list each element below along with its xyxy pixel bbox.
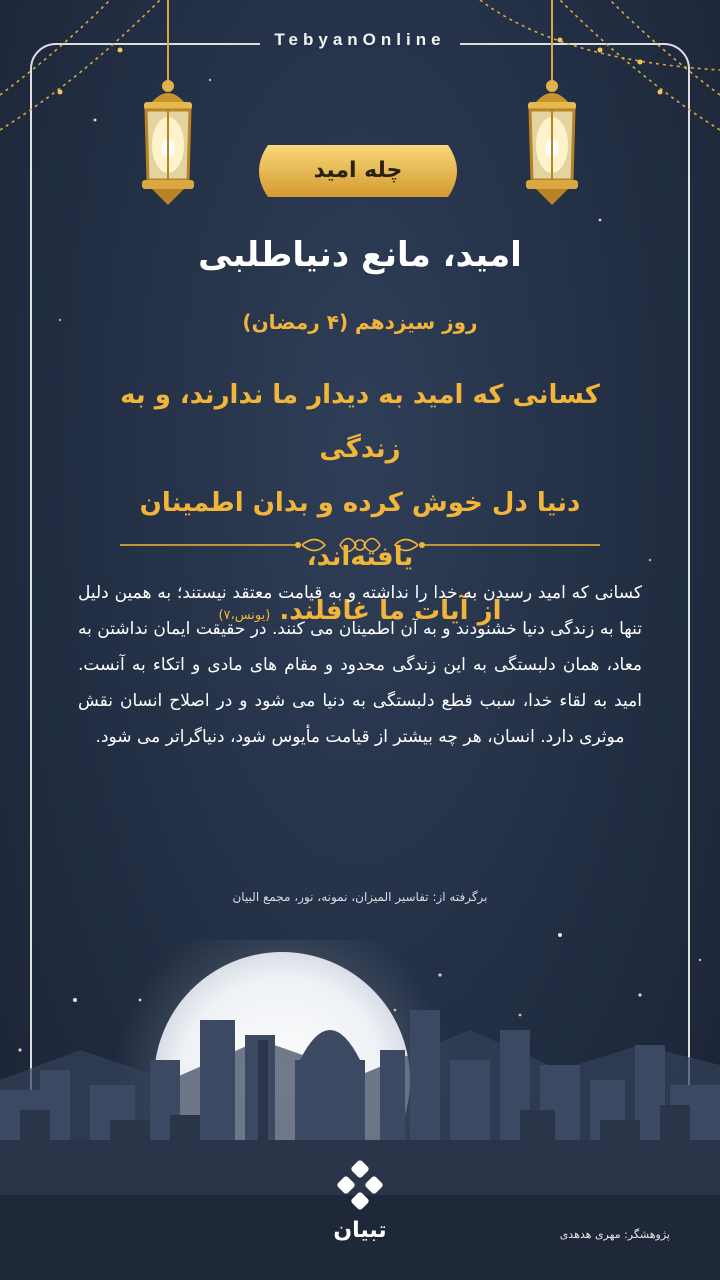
tebyan-logo-icon xyxy=(323,1160,397,1216)
page-title: امید، مانع دنیاطلبی xyxy=(198,235,522,275)
verse-line-3-text: از آیات ما غافلند. xyxy=(279,596,502,626)
page-subtitle: روز سیزدهم (۴ رمضان) xyxy=(242,310,478,334)
lantern-icon xyxy=(128,0,208,215)
badge-label: چله امید xyxy=(313,158,403,183)
lantern-icon xyxy=(512,0,592,215)
verse-reference: (یونس،۷) xyxy=(218,608,271,623)
body-paragraph: کسانی که امید رسیدن به خدا را نداشته و به قیامت معتقد نیستند؛ به همین دلیل تنها به زندگی دنیا خشنودند و به آن اطمینان می کنند. در حقیقت ایمان نداشتن به معاد، همان دلبستگی به این زندگی محدود و مقام های مادی و اتکاء به آنست. امید به لقاء خدا، سبب قطع دلبستگی به دنیا می شود و در اصلاح انسان نقش موثری دارد. انسان، هر چه بیشتر از قیامت مأیوس شود، دنیاگراتر می شود. xyxy=(78,583,642,747)
hanging-chains xyxy=(0,0,720,140)
source-note: برگرفته از: تفاسیر المیزان، نمونه، نور، مجمع البیان xyxy=(232,890,488,904)
brand-name: TebyanOnline xyxy=(260,30,459,50)
verse-line-2: دنیا دل خوش کرده و بدان اطمینان یافته‌اند، xyxy=(139,488,581,572)
divider-ornament xyxy=(120,532,600,558)
logo-text: تبیان xyxy=(333,1218,387,1243)
researcher-credit: پژوهشگر: مهری هدهدی xyxy=(559,1228,670,1241)
verse-line-1: کسانی که امید به دیدار ما ندارند، و به زندگی xyxy=(120,380,600,464)
